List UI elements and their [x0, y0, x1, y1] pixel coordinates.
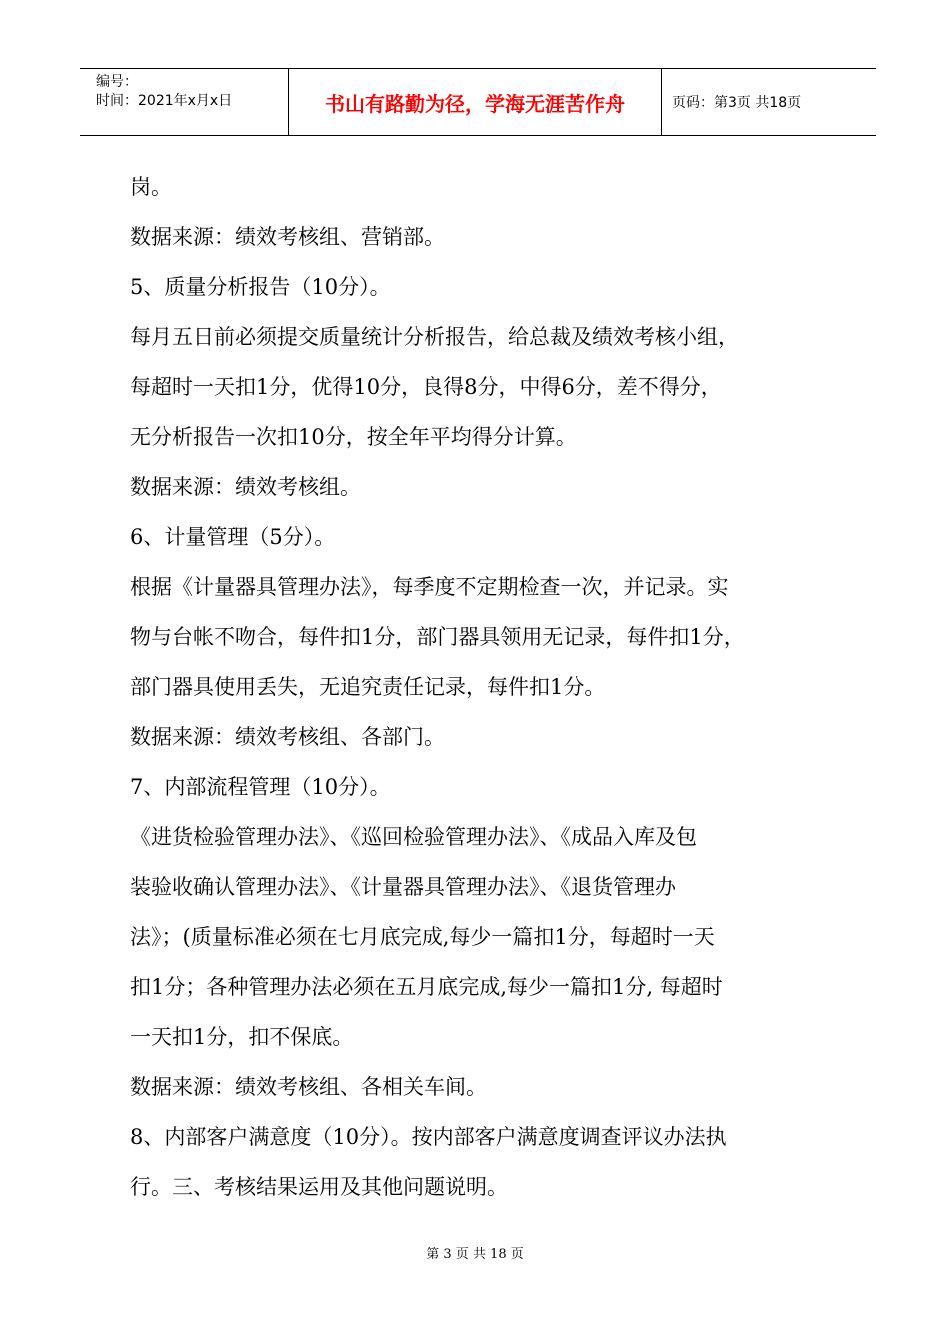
text-line: 每超时一天扣1分，优得10分，良得8分，中得6分，差不得分， [130, 375, 722, 399]
text-line: 8、内部客户满意度（10分）。按内部客户满意度调查评议办法执 [130, 1125, 727, 1149]
text-line: 法》；(质量标准必须在七月底完成,每少一篇扣1分，每超时一天 [130, 925, 715, 949]
header-page-info: 页码：第3页 共18页 [672, 95, 802, 111]
text-line: 一天扣1分，扣不保底。 [130, 1025, 354, 1049]
text-line: 根据《计量器具管理办法》，每季度不定期检查一次，并记录。实 [130, 575, 729, 599]
text-line: 物与台帐不吻合，每件扣1分，部门器具领用无记录，每件扣1分， [130, 625, 745, 649]
text-line: 《进货检验管理办法》、《巡回检验管理办法》、《成品入库及包 [130, 825, 697, 849]
text-line: 7、内部流程管理（10分）。 [130, 775, 391, 799]
header-meta [80, 69, 288, 135]
text-line: 每月五日前必须提交质量统计分析报告，给总裁及绩效考核小组， [130, 325, 739, 349]
text-line: 装验收确认管理办法》、《计量器具管理办法》、《退货管理办 [130, 875, 676, 899]
page-header [80, 68, 876, 136]
text-line: 扣1分；各种管理办法必须在五月底完成,每少一篇扣1分, 每超时 [130, 975, 723, 999]
header-slogan: 书山有路勤为径，学海无涯苦作舟 [288, 69, 662, 135]
document-body [130, 162, 850, 1212]
text-line: 数据来源：绩效考核组、各相关车间。 [130, 1075, 487, 1099]
text-line: 数据来源：绩效考核组、营销部。 [130, 225, 445, 249]
text-line: 无分析报告一次扣10分，按全年平均得分计算。 [130, 425, 577, 449]
text-line: 数据来源：绩效考核组、各部门。 [130, 725, 445, 749]
page-footer: 第 3 页 共 18 页 [426, 1247, 524, 1262]
text-line: 数据来源：绩效考核组。 [130, 475, 361, 499]
text-line: 岗。 [130, 175, 172, 199]
text-line: 5、质量分析报告（10分）。 [130, 275, 391, 299]
text-line: 部门器具使用丢失，无追究责任记录，每件扣1分。 [130, 675, 606, 699]
text-line: 6、计量管理（5分）。 [130, 525, 336, 549]
serial-label: 编号： [96, 74, 138, 90]
time-label: 时间：2021年x月x日 [96, 93, 233, 109]
text-line: 行。三、考核结果运用及其他问题说明。 [130, 1175, 508, 1199]
